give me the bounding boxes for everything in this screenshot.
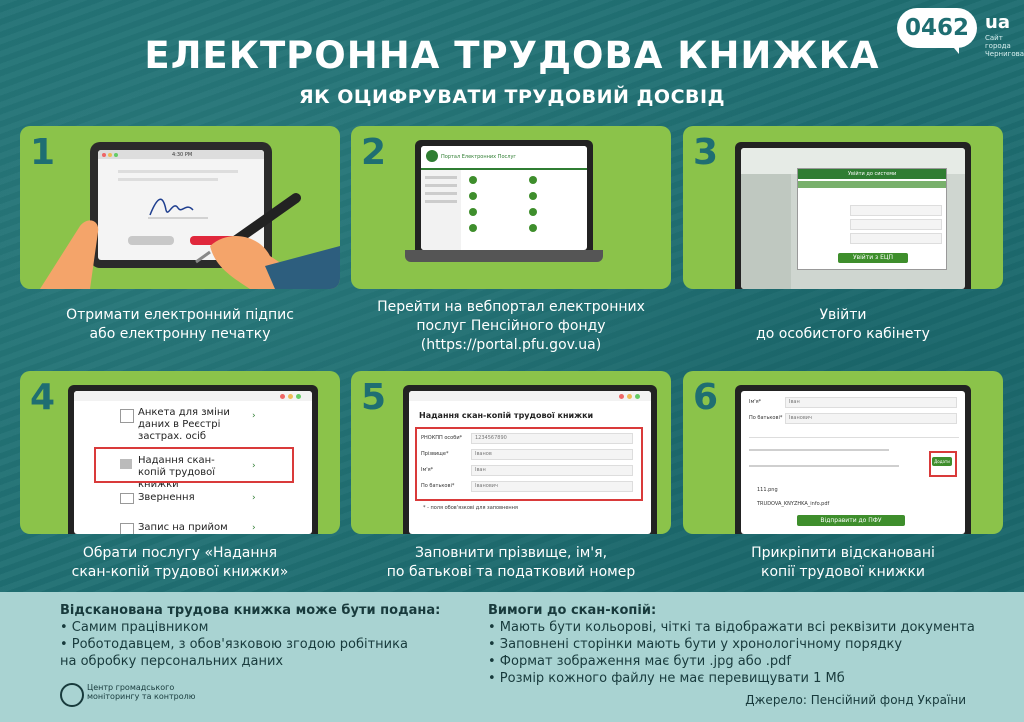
laptop-base bbox=[405, 250, 603, 262]
submission-line: на обробку персональних даних bbox=[60, 654, 284, 669]
monitor-device bbox=[735, 385, 971, 534]
page-subtitle: ЯК ОЦИФРУВАТИ ТРУДОВИЙ ДОСВІД bbox=[298, 86, 726, 108]
step-card-5 bbox=[351, 371, 671, 534]
caption-line: по батькові та податковий номер bbox=[386, 564, 636, 580]
logo-tld: ua bbox=[985, 12, 1010, 33]
caption-line: до особистого кабінету bbox=[756, 326, 930, 342]
service-item[interactable]: Звернення bbox=[138, 492, 195, 503]
field-label: Ім'я* bbox=[421, 467, 434, 473]
caption-line: копії трудової книжки bbox=[760, 564, 925, 580]
portal-title: Портал Електронних Послуг bbox=[441, 154, 517, 160]
step-caption-5 bbox=[346, 544, 676, 582]
login-button[interactable]: Увійти з ЕЦП bbox=[838, 253, 908, 263]
login-field[interactable] bbox=[850, 205, 942, 216]
highlight-box bbox=[94, 447, 294, 483]
caption-line: Увійти bbox=[819, 307, 867, 323]
step-number: 1 bbox=[30, 132, 56, 173]
monitor-screen bbox=[409, 391, 651, 534]
step-caption-1 bbox=[15, 306, 345, 344]
step-number: 3 bbox=[693, 132, 719, 173]
monitor-screen bbox=[74, 391, 312, 534]
field-value: Іванович bbox=[789, 415, 812, 421]
chevron-right-icon: › bbox=[252, 461, 256, 471]
tablet-time: 4:30 PM bbox=[172, 152, 193, 158]
logo-number: 0462 bbox=[905, 15, 970, 41]
monitor-device bbox=[68, 385, 318, 534]
dialog-title: Увійти до системи bbox=[848, 171, 897, 177]
caption-line: Отримати електронний підпис bbox=[66, 307, 294, 323]
step-caption-4 bbox=[15, 544, 345, 582]
caption-line: скан-копій трудової книжки» bbox=[71, 564, 289, 580]
form-icon bbox=[120, 409, 134, 423]
page-title: ЕЛЕКТРОННА ТРУДОВА КНИЖКА bbox=[144, 34, 880, 77]
attached-file[interactable]: 111.png bbox=[757, 487, 778, 493]
field-label: РНОКПП особи* bbox=[421, 435, 463, 441]
login-field[interactable] bbox=[850, 233, 942, 244]
step-card-2 bbox=[351, 126, 671, 289]
required-note: * - поля обов'язкові для заповнення bbox=[423, 505, 518, 511]
field-label: Прізвище* bbox=[421, 451, 449, 457]
caption-line: або електронну печатку bbox=[89, 326, 271, 342]
field-label: По батькові* bbox=[421, 483, 455, 489]
caption-line: Заповнити прізвище, ім'я, bbox=[414, 545, 608, 561]
step-card-1 bbox=[20, 126, 340, 289]
step-card-6 bbox=[683, 371, 1003, 534]
caption-line: Обрати послугу «Надання bbox=[82, 545, 278, 561]
form-title: Надання скан-копій трудової книжки bbox=[419, 411, 594, 420]
requirements-title: Вимоги до скан-копій: bbox=[488, 603, 657, 618]
caption-line: Перейти на вебпортал електронних bbox=[377, 299, 645, 315]
monitor-screen bbox=[741, 391, 965, 534]
surname-input[interactable] bbox=[471, 449, 633, 460]
requirement-line: • Мають бути кольорові, чіткі та відображати всі реквізити документа bbox=[488, 620, 975, 635]
field-value: Іван bbox=[789, 399, 800, 405]
monitor-device bbox=[735, 142, 971, 289]
requirement-line: • Заповнені сторінки мають бути у хронологічному порядку bbox=[488, 637, 903, 652]
step-caption-6 bbox=[678, 544, 1008, 582]
chevron-right-icon: › bbox=[252, 411, 256, 421]
attached-file[interactable]: TRUDOVA_KNYZHKA_info.pdf bbox=[757, 501, 830, 507]
laptop-device bbox=[415, 140, 593, 250]
submission-title: Відсканована трудова книжка може бути подана: bbox=[60, 603, 441, 618]
chevron-right-icon: › bbox=[252, 493, 256, 503]
login-field[interactable] bbox=[850, 219, 942, 230]
chevron-right-icon: › bbox=[252, 523, 256, 533]
submission-line: • Роботодавцем, з обов'язковою згодою робітника bbox=[60, 637, 408, 652]
step-number: 2 bbox=[361, 132, 387, 173]
org-logo-icon bbox=[60, 683, 84, 707]
envelope-icon bbox=[120, 493, 134, 504]
logo-tagline: Сайт города Чернигова bbox=[985, 34, 1024, 58]
step-card-3 bbox=[683, 126, 1003, 289]
service-item[interactable]: Запис на прийом bbox=[138, 522, 228, 533]
step-caption-2 bbox=[346, 298, 676, 355]
monitor-device bbox=[403, 385, 657, 534]
step-number: 5 bbox=[361, 377, 387, 418]
field-value: Іванович bbox=[475, 483, 498, 489]
caption-line: Прикріпити відскановані bbox=[751, 545, 935, 561]
field-label: Ім'я* bbox=[749, 399, 762, 405]
login-dialog bbox=[797, 168, 947, 270]
requirement-line: • Розмір кожного файлу не має перевищувати 1 Мб bbox=[488, 671, 845, 686]
service-item[interactable]: Анкета для зміни даних в Реєстрі застрах. осіб bbox=[138, 407, 230, 442]
step-number: 6 bbox=[693, 377, 719, 418]
service-item-scan-copies[interactable]: Надання скан-копій трудової книжки bbox=[138, 455, 216, 490]
step-caption-3 bbox=[678, 306, 1008, 344]
hand-with-pen-icon bbox=[20, 166, 340, 289]
step-card-4 bbox=[20, 371, 340, 534]
name-input[interactable] bbox=[471, 465, 633, 476]
field-value: Іван bbox=[475, 467, 486, 473]
name-input[interactable] bbox=[785, 397, 957, 408]
field-label: По батькові* bbox=[749, 415, 783, 421]
add-file-button[interactable]: Додати файл bbox=[932, 457, 952, 466]
submission-line: • Самим працівником bbox=[60, 620, 209, 635]
caption-line: (https://portal.pfu.gov.ua) bbox=[420, 337, 602, 353]
source-note: Джерело: Пенсійний фонд України bbox=[745, 693, 966, 707]
send-to-pfu-button[interactable]: Відправити до ПФУ bbox=[797, 515, 905, 526]
pfu-emblem-icon bbox=[426, 150, 438, 162]
field-value: 1234567890 bbox=[475, 435, 507, 441]
calendar-icon bbox=[120, 523, 134, 534]
monitor-screen bbox=[741, 148, 965, 289]
org-name: Центр громадського моніторингу та контролю bbox=[87, 683, 196, 701]
laptop-screen bbox=[421, 146, 587, 250]
step-number: 4 bbox=[30, 377, 56, 418]
caption-line: послуг Пенсійного фонду bbox=[416, 318, 606, 334]
field-value: Іванов bbox=[475, 451, 492, 457]
requirement-line: • Формат зображення має бути .jpg або .pdf bbox=[488, 654, 792, 669]
